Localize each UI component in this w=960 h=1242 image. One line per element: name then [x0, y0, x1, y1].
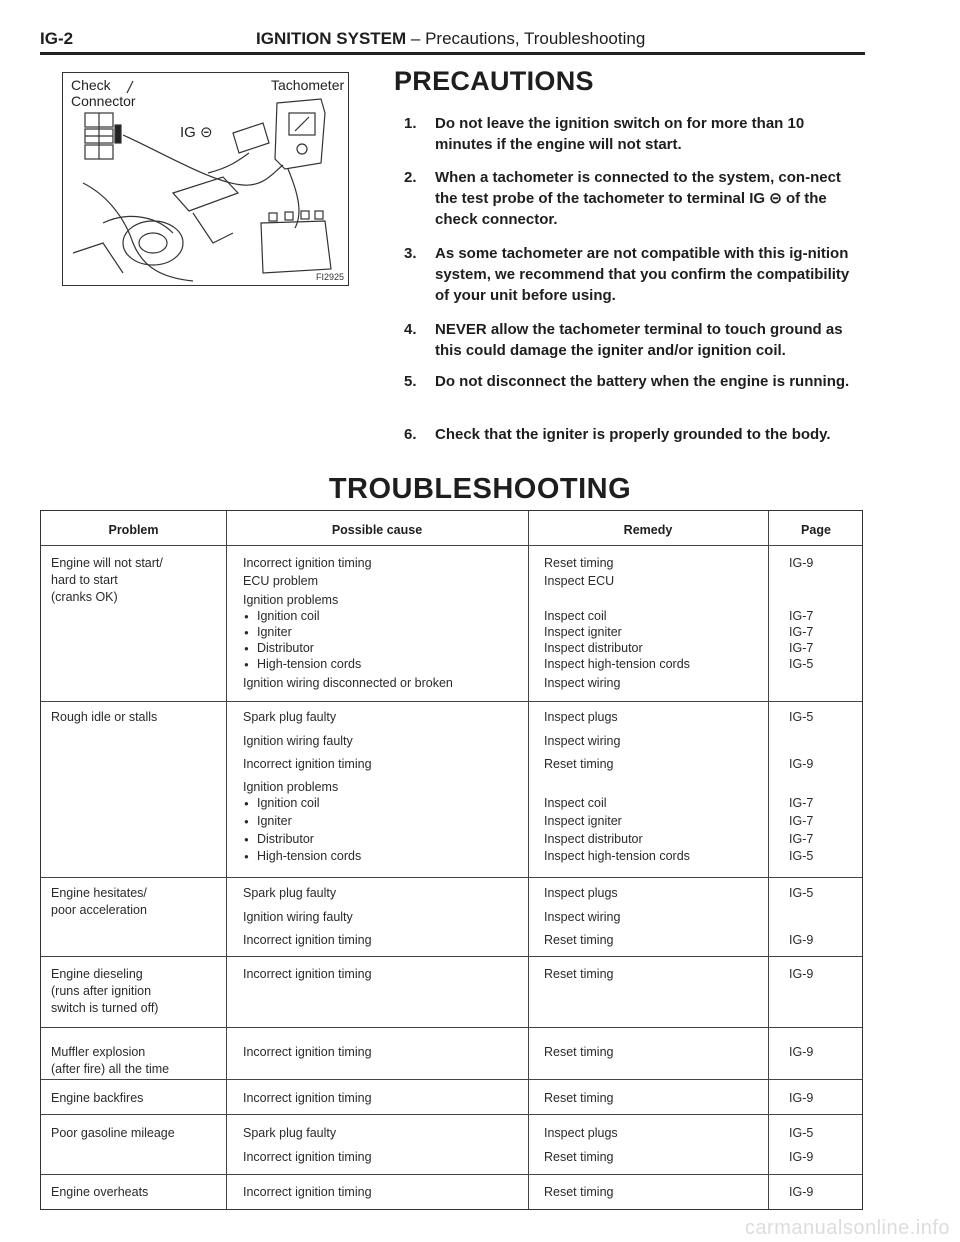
problem-text: Poor gasoline mileage — [51, 1126, 175, 1140]
remedy-text: Inspect coil — [544, 609, 607, 623]
page-reference: IG-9 — [789, 967, 814, 981]
row-divider — [41, 877, 862, 878]
remedy-text: Inspect distributor — [544, 832, 643, 846]
remedy-text: Reset timing — [544, 1091, 614, 1105]
page-reference: IG-5 — [789, 710, 814, 724]
problem-text: Engine will not start/ — [51, 556, 163, 570]
problem-text: Engine hesitates/ — [51, 886, 147, 900]
precaution-text: Check that the igniter is properly grounded to the body. — [435, 426, 831, 443]
page-reference: IG-9 — [789, 1185, 814, 1199]
possible-cause-text: Ignition wiring faulty — [243, 910, 353, 924]
possible-cause-text: Ignition problems — [243, 593, 339, 607]
precaution-number: 3. — [404, 245, 417, 262]
row-divider — [41, 1079, 862, 1080]
watermark: carmanualsonline.info — [744, 1217, 950, 1239]
remedy-text: Inspect wiring — [544, 734, 621, 748]
possible-cause-text: Incorrect ignition timing — [243, 556, 372, 570]
page-reference: IG-9 — [789, 1091, 814, 1105]
problem-text: Muffler explosion — [51, 1045, 146, 1059]
possible-cause-text: Ignition problems — [243, 780, 339, 794]
column-header-possible-cause: Possible cause — [331, 523, 423, 537]
possible-cause-text: Ignition wiring faulty — [243, 734, 353, 748]
page-reference: IG-7 — [789, 832, 814, 846]
precaution-text: When a tachometer is connected to the system, con-nect the test probe of the tachometer to terminal IG ⊝ of the check connector. — [435, 169, 841, 228]
remedy-text: Reset timing — [544, 1045, 614, 1059]
page-reference: IG-9 — [789, 933, 814, 947]
precaution-number: 2. — [404, 169, 417, 186]
page-reference: IG-7 — [789, 609, 814, 623]
precaution-text: Do not leave the ignition switch on for more than 10 minutes if the engine will not start. — [435, 115, 805, 153]
remedy-text: Inspect high-tension cords — [544, 849, 690, 863]
precaution-number: 5. — [404, 373, 417, 390]
possible-cause-text: ● High-tension cords — [257, 656, 361, 672]
figure-label-ig: IG ⊝ — [180, 124, 213, 141]
page-reference: IG-9 — [789, 556, 814, 570]
troubleshooting-table — [40, 510, 863, 1210]
page-reference: IG-5 — [789, 1126, 814, 1140]
header-title — [256, 29, 645, 49]
problem-text: Rough idle or stalls — [51, 710, 158, 724]
header-title-sub: – Precautions, Troubleshooting — [406, 29, 646, 48]
possible-cause-text: ● Distributor — [257, 831, 314, 847]
remedy-text: Inspect plugs — [544, 886, 618, 900]
possible-cause-text: Incorrect ignition timing — [243, 1185, 372, 1199]
possible-cause-text: Spark plug faulty — [243, 1126, 337, 1140]
possible-cause-text: ● Igniter — [257, 624, 292, 640]
remedy-text: Inspect plugs — [544, 1126, 618, 1140]
precautions-heading: PRECAUTIONS — [394, 66, 594, 96]
problem-text: switch is turned off) — [51, 1001, 159, 1015]
possible-cause-text: ● Ignition coil — [257, 608, 320, 624]
problem-text: hard to start — [51, 573, 118, 587]
precaution-text: As some tachometer are not compatible with this ig-nition system, we recommend that you confirm the compatibility of your unit before using. — [435, 245, 850, 304]
engine-bay-illustration — [63, 73, 348, 285]
page-reference: IG-9 — [789, 1045, 814, 1059]
page-reference: IG-5 — [789, 886, 814, 900]
row-divider — [41, 1027, 862, 1028]
possible-cause-text: Incorrect ignition timing — [243, 1045, 372, 1059]
possible-cause-text: Ignition wiring disconnected or broken — [243, 676, 453, 690]
column-divider — [226, 511, 227, 1209]
page-reference: IG-9 — [789, 1150, 814, 1164]
page-reference: IG-7 — [789, 625, 814, 639]
remedy-text: Inspect high-tension cords — [544, 657, 690, 671]
column-header-remedy: Remedy — [623, 523, 673, 537]
figure-label-check: Check — [71, 77, 111, 93]
figure-label-tachometer: Tachometer — [271, 77, 345, 93]
possible-cause-text: Incorrect ignition timing — [243, 757, 372, 771]
row-divider — [41, 701, 862, 702]
remedy-text: Inspect wiring — [544, 910, 621, 924]
problem-text: (after fire) all the time — [51, 1062, 170, 1076]
remedy-text: Inspect distributor — [544, 641, 643, 655]
remedy-text: Reset timing — [544, 933, 614, 947]
row-divider — [41, 956, 862, 957]
possible-cause-text: Incorrect ignition timing — [243, 1091, 372, 1105]
remedy-text: Inspect igniter — [544, 625, 622, 639]
problem-text: (cranks OK) — [51, 590, 118, 604]
column-divider — [768, 511, 769, 1209]
remedy-text: Reset timing — [544, 1185, 614, 1199]
possible-cause-text: Spark plug faulty — [243, 710, 337, 724]
figure-code: FI2925 — [315, 272, 344, 282]
remedy-text: Reset timing — [544, 1150, 614, 1164]
remedy-text: Reset timing — [544, 757, 614, 771]
column-header-page: Page — [801, 523, 831, 537]
problem-text: Engine overheats — [51, 1185, 149, 1199]
possible-cause-text: Incorrect ignition timing — [243, 1150, 372, 1164]
possible-cause-text: Incorrect ignition timing — [243, 967, 372, 981]
column-header-problem: Problem — [108, 523, 159, 537]
page-reference: IG-7 — [789, 796, 814, 810]
row-divider — [41, 1174, 862, 1175]
section-code: IG-2 — [40, 29, 74, 48]
page-reference: IG-9 — [789, 757, 814, 771]
row-divider — [41, 1114, 862, 1115]
precaution-number: 6. — [404, 426, 417, 443]
problem-text: Engine backfires — [51, 1091, 144, 1105]
column-divider — [528, 511, 529, 1209]
precaution-number: 4. — [404, 321, 417, 338]
header-divider — [41, 545, 862, 546]
tachometer-connection-figure — [62, 72, 349, 286]
possible-cause-text: Incorrect ignition timing — [243, 933, 372, 947]
possible-cause-text: ● High-tension cords — [257, 848, 361, 864]
precaution-number: 1. — [404, 115, 417, 132]
header-title-main: IGNITION SYSTEM — [256, 29, 407, 48]
possible-cause-text: ● Ignition coil — [257, 795, 320, 811]
possible-cause-text: Spark plug faulty — [243, 886, 337, 900]
possible-cause-text: ● Igniter — [257, 813, 292, 829]
page-reference: IG-7 — [789, 814, 814, 828]
page-reference: IG-5 — [789, 657, 814, 671]
remedy-text: Reset timing — [544, 967, 614, 981]
page-reference: IG-5 — [789, 849, 814, 863]
remedy-text: Inspect ECU — [544, 574, 615, 588]
problem-text: (runs after ignition — [51, 984, 152, 998]
possible-cause-text: ECU problem — [243, 574, 319, 588]
problem-text: Engine dieseling — [51, 967, 143, 981]
precaution-text: NEVER allow the tachometer terminal to touch ground as this could damage the igniter and/or ignition coil. — [435, 321, 843, 359]
figure-label-connector: Connector — [71, 93, 136, 109]
possible-cause-text: ● Distributor — [257, 640, 314, 656]
remedy-text: Inspect plugs — [544, 710, 618, 724]
remedy-text: Reset timing — [544, 556, 614, 570]
remedy-text: Inspect igniter — [544, 814, 622, 828]
problem-text: poor acceleration — [51, 903, 147, 917]
troubleshooting-heading: TROUBLESHOOTING — [328, 473, 632, 505]
page-reference: IG-7 — [789, 641, 814, 655]
page-header — [40, 26, 865, 55]
remedy-text: Inspect coil — [544, 796, 607, 810]
precaution-text: Do not disconnect the battery when the engine is running. — [435, 373, 850, 390]
remedy-text: Inspect wiring — [544, 676, 621, 690]
